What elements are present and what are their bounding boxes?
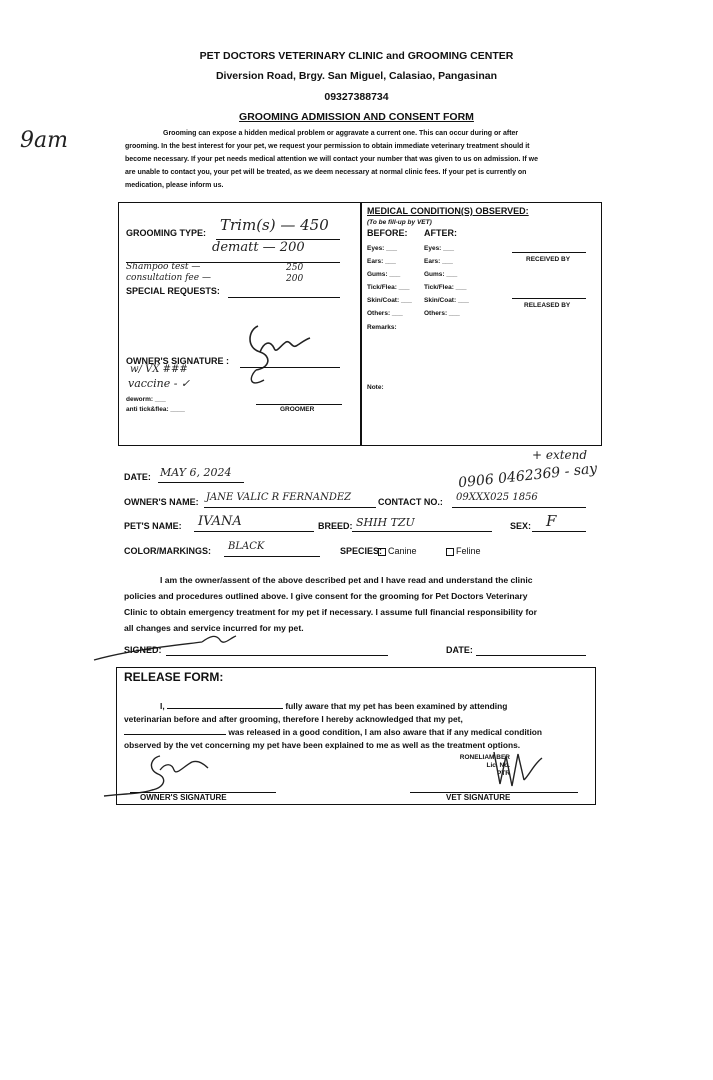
medical-subtitle: (To be fill-up by VET) [367, 219, 432, 226]
special-requests-label: SPECIAL REQUESTS: [126, 286, 220, 296]
feline-checkbox[interactable] [446, 548, 454, 556]
grooming-type-value: Trim(s) — 450 [220, 216, 329, 234]
condition-row: Tick/Flea: ___ [424, 284, 467, 291]
clinic-name: PET DOCTORS VETERINARY CLINIC and GROOMING CENTER [199, 50, 514, 62]
intro-paragraph [125, 130, 595, 190]
sex-value: F [546, 512, 557, 530]
intro-line: become necessary. If your pet needs medical attention we will contact your number that was given to us on admission. If we [125, 156, 538, 164]
condition-list-after [424, 242, 469, 320]
released-by-label: RELEASED BY [524, 302, 571, 309]
clinic-address: Diversion Road, Brgy. San Miguel, Calasiao, Pangasinan [215, 70, 498, 82]
note-label: Note: [367, 384, 384, 391]
condition-label: Ears: [424, 258, 441, 265]
condition-row: Ears: ___ [367, 258, 396, 265]
extra-amount-1: 250 [286, 263, 304, 273]
medical-title: MEDICAL CONDITION(S) OBSERVED: [367, 206, 529, 216]
condition-row: Tick/Flea: ___ [367, 284, 410, 291]
consent-line: I am the owner/assent of the above described pet and I have read and understand the clinic [160, 575, 533, 585]
condition-list-before [367, 242, 412, 320]
condition-row: Skin/Coat: ___ [424, 297, 469, 304]
signed-label: SIGNED: [124, 645, 162, 655]
release-line-1: fully aware that my pet has been examined by attending [285, 701, 508, 711]
intro-line: are unable to contact you, your pet will be treated, as we deem necessary at normal clinic fees. If your pet is currently on [125, 169, 527, 177]
vaccine-note: w/ VX ### [130, 364, 188, 375]
condition-label: Others: [367, 310, 391, 317]
condition-row: Others: ___ [424, 310, 460, 317]
consent-line: all changes and service incurred for my pet. [124, 623, 304, 633]
species-canine-option[interactable] [378, 546, 417, 556]
signed-date-label: DATE: [446, 645, 473, 655]
contact-label: CONTACT NO.: [378, 497, 443, 507]
release-line [124, 700, 590, 713]
color-label: COLOR/MARKINGS: [124, 546, 211, 556]
condition-row: Skin/Coat: ___ [367, 297, 412, 304]
condition-label: Tick/Flea: [424, 284, 454, 291]
breed-value: SHIH TZU [356, 516, 415, 529]
condition-row: Ears: ___ [424, 258, 453, 265]
anti-tick-label-text: anti tick&flea: [126, 406, 169, 413]
release-i: I, [160, 701, 165, 711]
clinic-phone: 09327388734 [324, 91, 389, 103]
condition-label: Eyes: [424, 245, 442, 252]
consent-line: policies and procedures outlined above. I give consent for the grooming for Pet Doctors Veterinary [124, 591, 528, 601]
condition-label: Eyes: [367, 245, 385, 252]
intro-line: grooming. In the best interest for your pet, we request your permission to obtain immediate veterinary treatment should it [125, 143, 530, 151]
date-label: DATE: [124, 472, 151, 482]
intro-line: medication, please inform us. [125, 182, 224, 190]
anti-tick-label: anti tick&flea: ____ [126, 406, 185, 413]
condition-label: Gums: [367, 271, 388, 278]
condition-label: Skin/Coat: [367, 297, 400, 304]
contact-value-2: 09XXX025 1856 [456, 492, 538, 503]
owner-signature-mark [240, 318, 320, 388]
signed-signature-mark [90, 628, 250, 668]
consent-line: Clinic to obtain emergency treatment for my pet if necessary. I assume full financial responsibility for [124, 607, 537, 617]
owners-name-label: OWNER'S NAME: [124, 497, 199, 507]
feline-label: Feline [456, 546, 481, 556]
deworm-label-text: deworm: [126, 396, 154, 403]
deworm-label: deworm: ___ [126, 396, 166, 403]
remarks-label: Remarks: [367, 324, 397, 331]
condition-row: Eyes: ___ [424, 245, 455, 252]
received-by-label: RECEIVED BY [526, 256, 571, 263]
release-line [124, 726, 590, 739]
condition-row: Others: ___ [367, 310, 403, 317]
condition-label: Ears: [367, 258, 384, 265]
sex-label: SEX: [510, 521, 532, 531]
condition-row: Eyes: ___ [367, 245, 398, 252]
date-value: MAY 6, 2024 [160, 466, 232, 479]
owners-signature-release-label: OWNER'S SIGNATURE [140, 793, 227, 802]
condition-row: Gums: ___ [367, 271, 401, 278]
vet-signature-label: VET SIGNATURE [446, 793, 511, 802]
condition-label: Skin/Coat: [424, 297, 457, 304]
breed-label: BREED: [318, 521, 353, 531]
contact-value: 0906 0462369 - say [457, 460, 598, 492]
stamp-lic: Lic. No. [486, 762, 510, 769]
condition-label: Tick/Flea: [367, 284, 397, 291]
contact-note: + extend [532, 448, 588, 462]
owners-signature-label: OWNER'S SIGNATURE : [126, 356, 229, 366]
species-label: SPECIES: [340, 546, 383, 556]
extra-service-1: Shampoo test — [126, 262, 201, 272]
grooming-type-label: GROOMING TYPE: [126, 228, 207, 238]
condition-row: Gums: ___ [424, 271, 458, 278]
species-feline-option[interactable] [446, 546, 481, 556]
release-line-3: was released in a good condition, I am also aware that if any medical condition [228, 727, 542, 737]
grooming-type-value-2: dematt — 200 [212, 240, 305, 255]
groomer-label: GROOMER [280, 406, 315, 413]
release-line-4: observed by the vet concerning my pet have been explained to me as well as the treatment options. [124, 740, 521, 750]
condition-label: Gums: [424, 271, 445, 278]
after-label: AFTER: [424, 228, 457, 238]
intro-line: Grooming can expose a hidden medical problem or aggravate a current one. This can occur during or after [163, 130, 519, 137]
condition-label: Others: [424, 310, 448, 317]
release-line-2: veterinarian before and after grooming, therefore I hereby acknowledged that my pet, [124, 714, 463, 724]
owners-name-value: JANE VALIC R FERNANDEZ [206, 492, 352, 503]
form-title: GROOMING ADMISSION AND CONSENT FORM [239, 111, 474, 123]
release-title: RELEASE FORM: [124, 670, 224, 684]
extra-service-2: consultation fee — [126, 273, 211, 283]
pets-name-value: IVANA [198, 514, 242, 529]
canine-label: Canine [388, 546, 417, 556]
pets-name-label: PET'S NAME: [124, 521, 182, 531]
vaccine-check: vaccine - ✓ [128, 377, 191, 390]
color-value: BLACK [228, 541, 265, 552]
before-label: BEFORE: [367, 228, 408, 238]
vet-signature-mark [490, 744, 550, 794]
consent-paragraph [124, 572, 590, 636]
margin-note: 9am [20, 128, 68, 153]
stamp-ptr: PTR [497, 770, 510, 777]
extra-amount-2: 200 [286, 274, 304, 284]
stamp-name: RONELIAM BER [459, 754, 510, 761]
canine-checkbox[interactable] [378, 548, 386, 556]
